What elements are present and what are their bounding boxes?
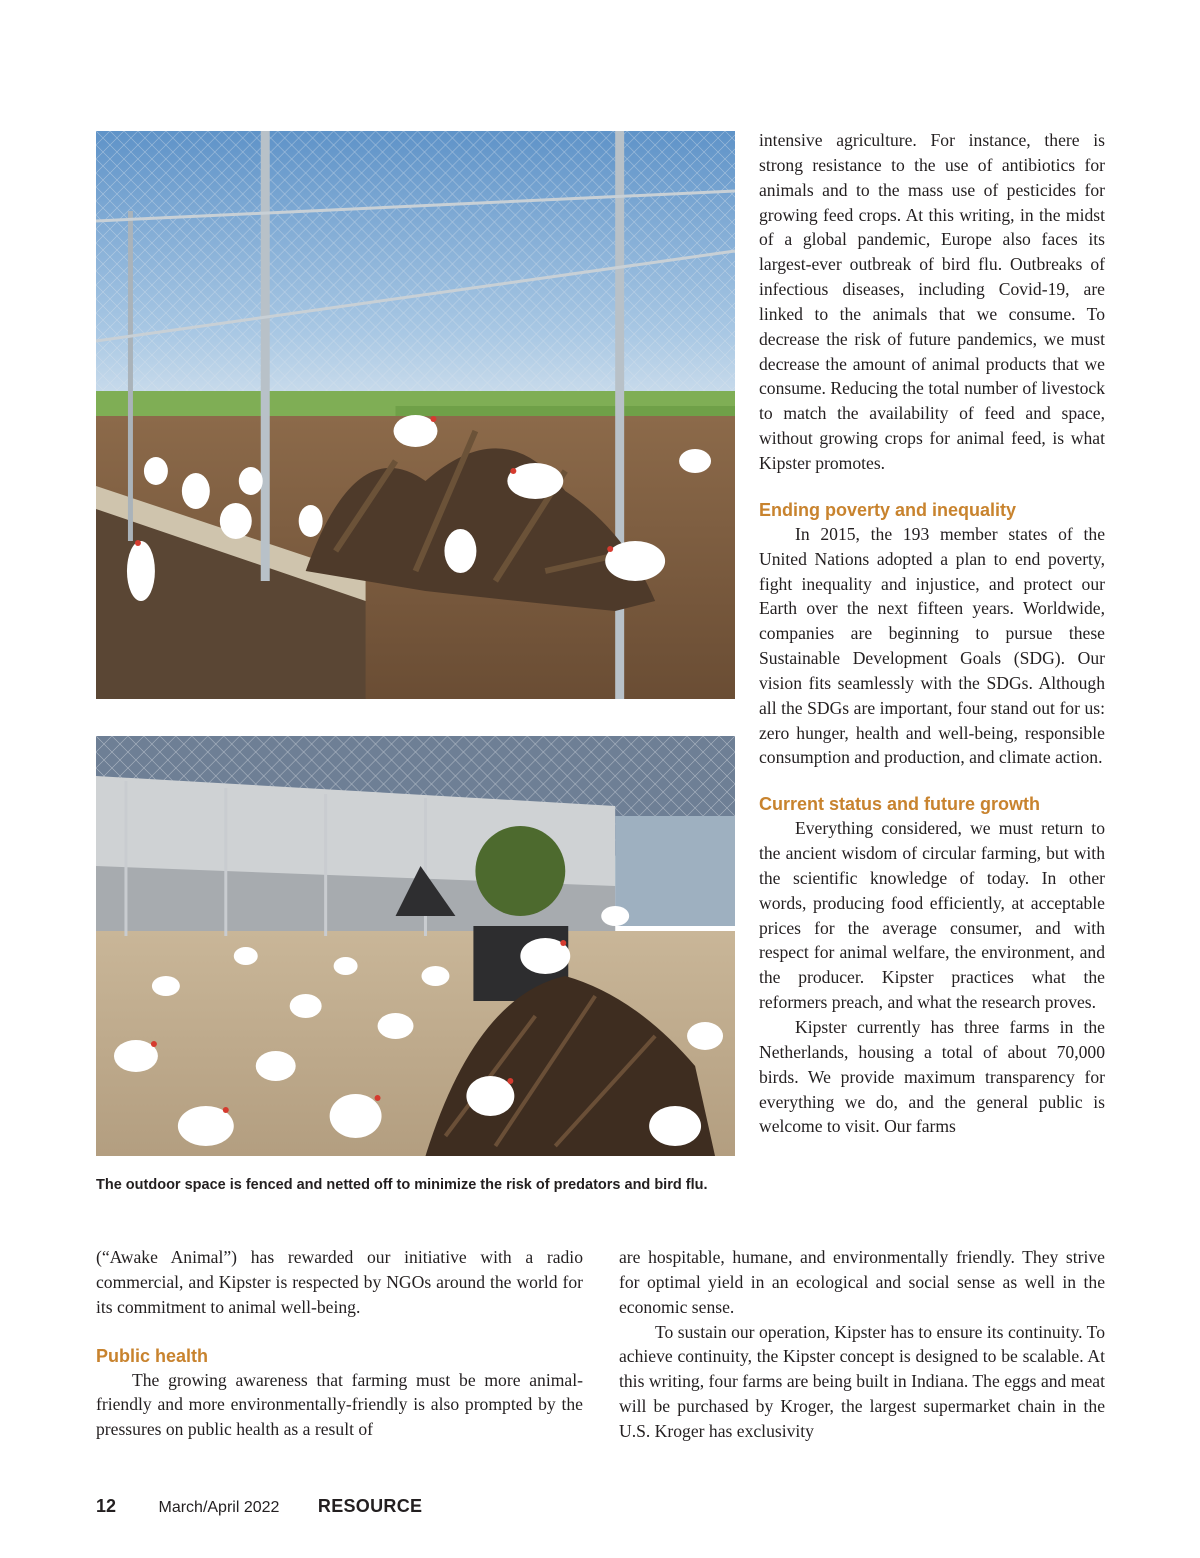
- paragraph: are hospitable, humane, and environmentally friendly. They strive for optimal yield in an ecological and social sense as well in the economic sense.: [619, 1247, 1105, 1317]
- photo-illustration-1: [96, 131, 735, 699]
- chickens-outdoor-photo-1: [96, 131, 735, 699]
- paragraph: (“Awake Animal”) has rewarded our initiative with a radio commercial, and Kipster is respected by NGOs around the world for its commitment to animal well-being.: [96, 1247, 583, 1317]
- paragraph: To sustain our operation, Kipster has to ensure its continuity. To achieve continuity, the Kipster concept is designed to be scalable. At this writing, four farms are being built in Indiana. The eggs and meat will be purchased by Kroger, the largest supermarket chain in the U.S. Kroger has exclusivity: [619, 1321, 1105, 1441]
- right-column-continued: [619, 1245, 1105, 1444]
- right-column: [759, 128, 1105, 1139]
- page-number: 12: [96, 1496, 117, 1516]
- section-heading-current-status: Current status and future growth: [759, 794, 1041, 815]
- paragraph: The growing awareness that farming must be more animal-friendly and more environmentally-friendly is also prompted by the pressures on public health as a result of: [96, 1369, 583, 1440]
- photo-caption: The outdoor space is fenced and netted off to minimize the risk of predators and bird flu.: [96, 1177, 708, 1193]
- paragraph: intensive agriculture. For instance, there is strong resistance to the use of antibiotics for animals and to the mass use of pesticides for growing feed crops. At this writing, in the midst of a global pandemic, Europe also faces its largest-ever outbreak of bird flu. Outbreaks of infectious diseases, including Covid-19, are linked to the animals that we consume. To decrease the risk of future pandemics, we must decrease the amount of animal products that we consume. Reducing the total number of livestock to match the availability of feed and space, without growing crops for animal feed, is what Kipster promotes.: [759, 130, 1105, 473]
- chickens-outdoor-photo-2: [96, 736, 735, 1156]
- page-footer: [96, 1496, 422, 1517]
- section-heading-ending-poverty: Ending poverty and inequality: [759, 499, 1017, 520]
- paragraph: In 2015, the 193 member states of the United Nations adopted a plan to end poverty, fight inequality and injustice, and protect our Earth over the next fifteen years. Worldwide, companies are beginning to pursue these Sustainable Development Goals (SDG). Our vision fits seamlessly with the SDGs. Although all the SDGs are important, four stand out for us: zero hunger, health and well-being, responsible consumption and production, and climate action.: [759, 523, 1105, 768]
- photo-illustration-2: [96, 736, 735, 1156]
- magazine-name: RESOURCE: [317, 1496, 423, 1516]
- issue-date: March/April 2022: [158, 1499, 280, 1516]
- paragraph: Everything considered, we must return to the ancient wisdom of circular farming, but with the scientific knowledge of today. In other words, producing food efficiently, at acceptable prices for the average consumer, and with respect for animal welfare, the environment, and the producer. Kipster practices what the reformers preach, and what the research proves.: [759, 818, 1105, 1013]
- paragraph: Kipster currently has three farms in the Netherlands, housing a total of about 70,000 birds. We provide maximum transparency for everything we do, and the general public is welcome to visit. Our farms: [759, 1017, 1105, 1137]
- left-column: [96, 1245, 583, 1442]
- section-heading-public-health: Public health: [96, 1345, 209, 1366]
